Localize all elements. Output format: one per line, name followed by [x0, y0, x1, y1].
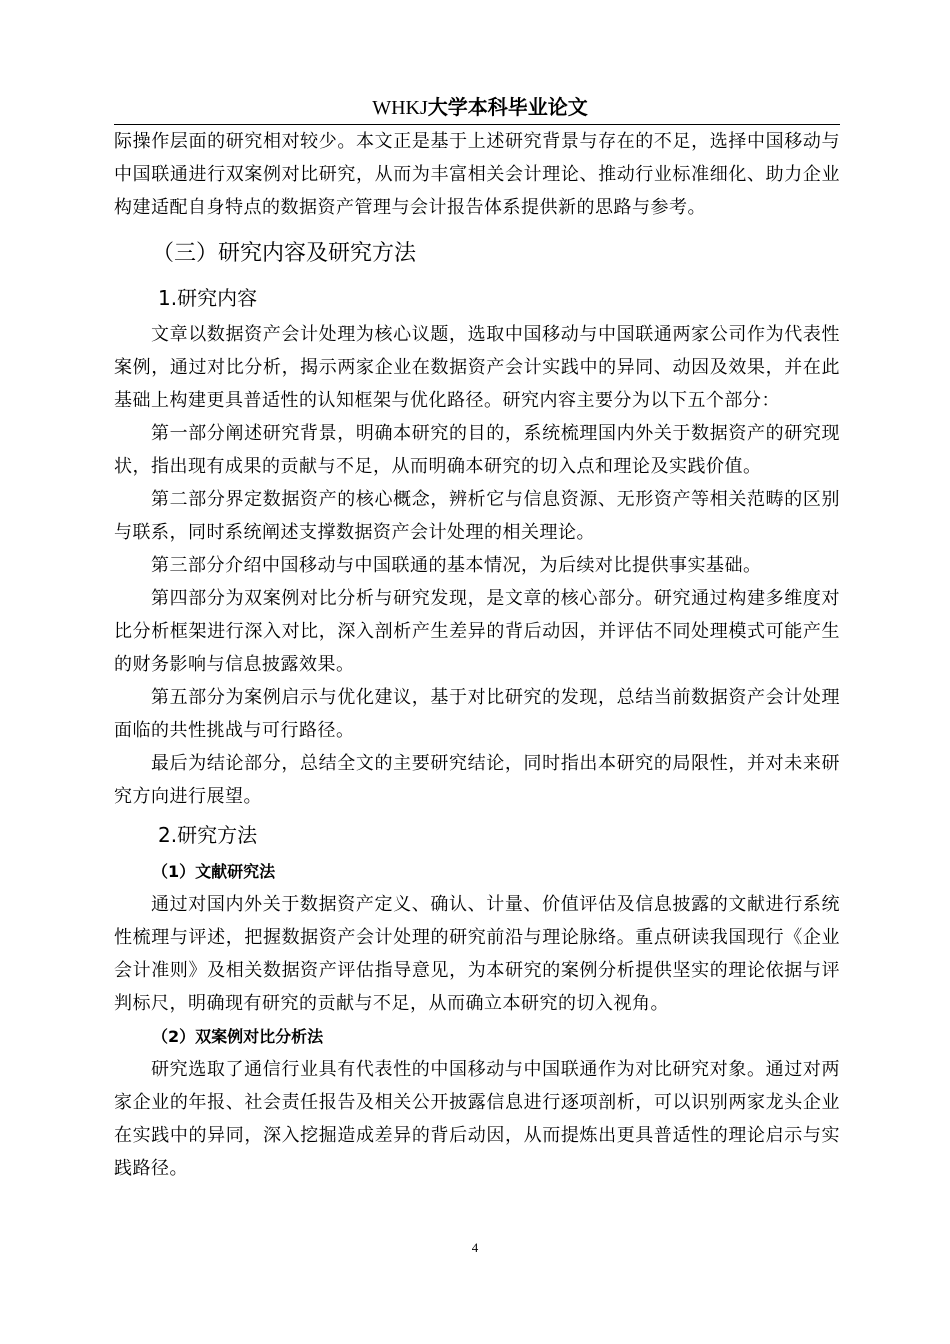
paragraph-content-1: 文章以数据资产会计处理为核心议题，选取中国移动与中国联通两家公司作为代表性案例，通过对比分析，揭示两家企业在数据资产会计实践中的异同、动因及效果，并在此基础上构建更具普适性的认知框架与优化路径。研究内容主要分为以下五个部分：	[114, 324, 840, 411]
header-title: 大学本科毕业论文	[427, 95, 588, 119]
section-heading-3: （三）研究内容及研究方法	[152, 241, 417, 266]
paragraph-method-case-comparison: 研究选取了通信行业具有代表性的中国移动与中国联通作为对比研究对象。通过对两家企业的年报、社会责任报告及相关公开披露信息进行逐项剖析，可以识别两家龙头企业在实践中的异同，深入挖掘造成差异的背后动因，从而提炼出更具普适性的理论启示与实践路径。	[114, 1059, 840, 1179]
header-latin: WHKJ	[372, 97, 428, 119]
paragraph-content-3: 第二部分界定数据资产的核心概念，辨析它与信息资源、无形资产等相关范畴的区别与联系，同时系统阐述支撑数据资产会计处理的相关理论。	[114, 489, 840, 543]
paragraph-intro-continued: 际操作层面的研究相对较少。本文正是基于上述研究背景与存在的不足，选择中国移动与中国联通进行双案例对比研究，从而为丰富相关会计理论、推动行业标准细化、助力企业构建适配自身特点的数据资产管理与会计报告体系提供新的思路与参考。	[114, 131, 840, 218]
paragraph-method-literature: 通过对国内外关于数据资产定义、确认、计量、价值评估及信息披露的文献进行系统性梳理与评述，把握数据资产会计处理的研究前沿与理论脉络。重点研读我国现行《企业会计准则》及相关数据资产评估指导意见，为本研究的案例分析提供坚实的理论依据与评判标尺，明确现有研究的贡献与不足，从而确立本研究的切入视角。	[114, 894, 840, 1014]
running-header	[114, 92, 840, 122]
paragraph-content-6: 第五部分为案例启示与优化建议，基于对比研究的发现，总结当前数据资产会计处理面临的共性挑战与可行路径。	[114, 687, 840, 741]
subsection-heading-method: 2.研究方法	[158, 823, 258, 847]
paragraph-content-7: 最后为结论部分，总结全文的主要研究结论，同时指出本研究的局限性，并对未来研究方向进行展望。	[114, 753, 840, 807]
method-heading-literature: （1）文献研究法	[152, 862, 276, 881]
page-number: 4	[471, 1240, 479, 1255]
document-page	[114, 92, 840, 1185]
paragraph-content-5: 第四部分为双案例对比分析与研究发现，是文章的核心部分。研究通过构建多维度对比分析框架进行深入对比，深入剖析产生差异的背后动因，并评估不同处理模式可能产生的财务影响与信息披露效果。	[114, 588, 840, 675]
paragraph-content-2: 第一部分阐述研究背景，明确本研究的目的，系统梳理国内外关于数据资产的研究现状，指出现有成果的贡献与不足，从而明确本研究的切入点和理论及实践价值。	[114, 423, 840, 477]
method-heading-case-comparison: （2）双案例对比分析法	[152, 1027, 324, 1046]
subsection-heading-content: 1.研究内容	[158, 286, 258, 310]
paragraph-content-4: 第三部分介绍中国移动与中国联通的基本情况，为后续对比提供事实基础。	[151, 555, 762, 576]
